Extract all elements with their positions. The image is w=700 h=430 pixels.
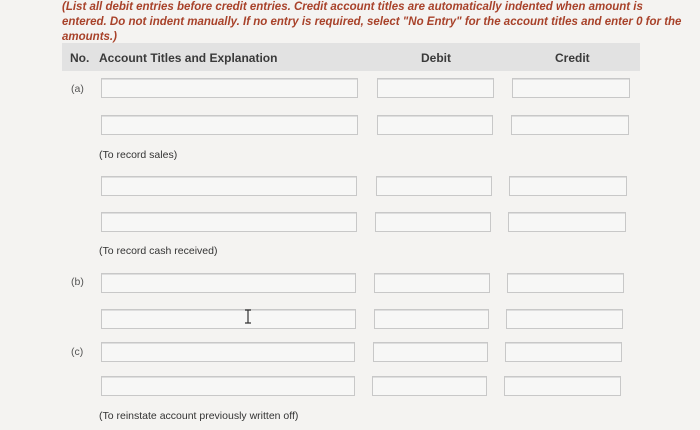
credit-input-a4[interactable] bbox=[508, 212, 626, 232]
entry-label-a: (a) bbox=[71, 83, 84, 95]
header-account-titles: Account Titles and Explanation bbox=[99, 51, 278, 65]
credit-input-c1[interactable] bbox=[505, 342, 622, 362]
account-title-input-a1[interactable] bbox=[101, 78, 358, 98]
account-title-input-a3[interactable] bbox=[101, 176, 357, 196]
entry-label-c: (c) bbox=[71, 346, 84, 358]
account-title-input-a2[interactable] bbox=[101, 115, 358, 135]
header-debit: Debit bbox=[421, 51, 451, 65]
debit-input-b2[interactable] bbox=[374, 309, 489, 329]
debit-input-c1[interactable] bbox=[373, 342, 488, 362]
credit-input-c2[interactable] bbox=[504, 376, 621, 396]
entry-note-cash-received: (To record cash received) bbox=[99, 245, 218, 257]
entry-note-reinstate: (To reinstate account previously written off) bbox=[99, 410, 299, 422]
instructions-text: (List all debit entries before credit entries. Credit account titles are automatically indented when amount is entered. Do not indent manually. If no entry is required, select "No Entry" for the account titles and enter 0 for the amounts.) bbox=[62, 1, 682, 43]
account-title-input-c1[interactable] bbox=[101, 342, 355, 362]
account-title-input-c2[interactable] bbox=[101, 376, 355, 396]
entry-note-sales: (To record sales) bbox=[99, 149, 178, 161]
debit-input-a4[interactable] bbox=[375, 212, 491, 232]
account-title-input-a4[interactable] bbox=[101, 212, 357, 232]
credit-input-a2[interactable] bbox=[511, 115, 629, 135]
entry-label-b: (b) bbox=[71, 276, 84, 288]
credit-input-b2[interactable] bbox=[506, 309, 623, 329]
header-no: No. bbox=[70, 51, 90, 65]
debit-input-a1[interactable] bbox=[377, 78, 494, 98]
credit-input-a1[interactable] bbox=[512, 78, 630, 98]
debit-input-c2[interactable] bbox=[372, 376, 487, 396]
debit-input-a2[interactable] bbox=[377, 115, 493, 135]
credit-input-a3[interactable] bbox=[509, 176, 627, 196]
text-cursor-icon bbox=[244, 309, 252, 324]
account-title-input-b1[interactable] bbox=[101, 273, 356, 293]
account-title-input-b2[interactable] bbox=[101, 309, 356, 329]
credit-input-b1[interactable] bbox=[507, 273, 624, 293]
debit-input-b1[interactable] bbox=[374, 273, 490, 293]
header-credit: Credit bbox=[555, 51, 590, 65]
debit-input-a3[interactable] bbox=[376, 176, 492, 196]
table-header bbox=[62, 43, 640, 71]
